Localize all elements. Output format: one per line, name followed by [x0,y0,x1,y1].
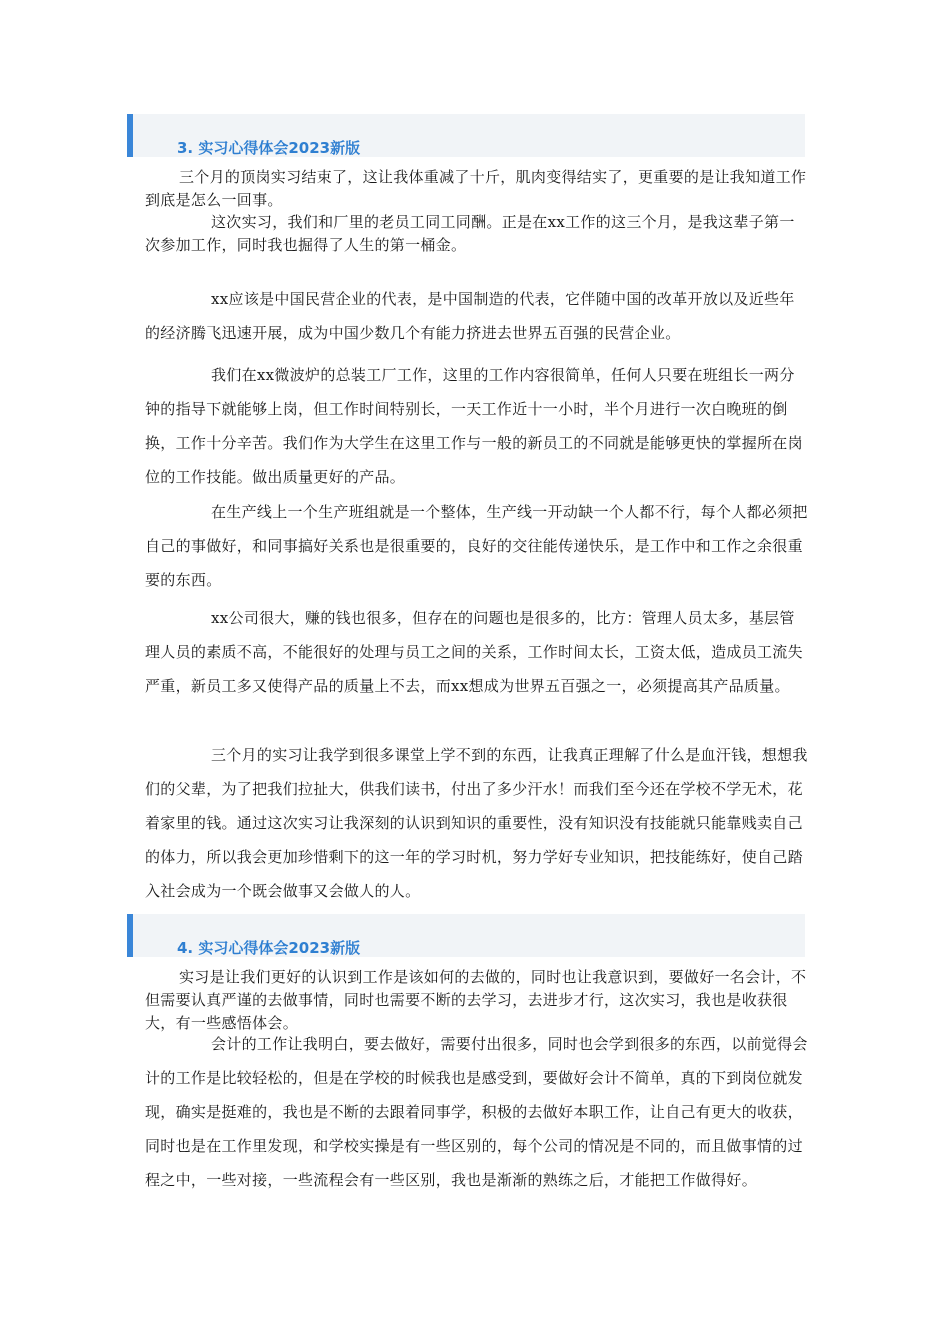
section-3-paragraph-5: 在生产线上一个生产班组就是一个整体，生产线一开动缺一个人都不行，每个人都必须把自己的事做好，和同事搞好关系也是很重要的，良好的交往能传递快乐，是工作中和工作之余很重要的东西。 [145,503,808,589]
section-3-paragraph-7: 三个月的实习让我学到很多课堂上学不到的东西，让我真正理解了什么是血汗钱，想想我们的父辈，为了把我们拉扯大，供我们读书，付出了多少汗水！而我们至今还在学校不学无术，花着家里的钱。通过这次实习让我深刻的认识到知识的重要性，没有知识没有技能就只能靠贱卖自己的体力，所以我会更加珍惜剩下的这一年的学习时机，努力学好专业知识，把技能练好，使自己踏入社会成为一个既会做事又会做人的人。 [145,746,808,900]
section-3-paragraph-2: 这次实习，我们和厂里的老员工同工同酬。正是在xx工作的这三个月，是我这辈子第一次参加工作，同时我也掘得了人生的第一桶金。 [145,213,795,254]
section-3-accent-bar [127,114,133,157]
section-4-accent-bar [127,914,133,957]
section-3-paragraph-6: xx公司很大，赚的钱也很多，但存在的问题也是很多的，比方：管理人员太多，基层管理人员的素质不高，不能很好的处理与员工之间的关系，工作时间太长，工资太低，造成员工流失严重，新员工多又使得产品的质量上不去，而xx想成为世界五百强之一，必须提高其产品质量。 [145,609,803,695]
section-3-paragraph-1: 三个月的顶岗实习结束了，这让我体重减了十斤，肌肉变得结实了，更重要的是让我知道工作到底是怎么一回事。 [145,168,807,209]
section-4-title: 4. 实习心得体会2023新版 [177,939,361,957]
section-4-paragraph-2: 会计的工作让我明白，要去做好，需要付出很多，同时也会学到很多的东西，以前觉得会计的工作是比较轻松的，但是在学校的时候我也是感受到，要做好会计不简单，真的下到岗位就发现，确实是挺难的，我也是不断的去跟着同事学，积极的去做好本职工作，让自己有更大的收获，同时也是在工作里发现，和学校实操是有一些区别的，每个公司的情况是不同的，而且做事情的过程之中，一些对接，一些流程会有一些区别，我也是渐渐的熟练之后，才能把工作做得好。 [145,1035,808,1189]
section-3-paragraph-4: 我们在xx微波炉的总装工厂工作，这里的工作内容很简单，任何人只要在班组长一两分钟的指导下就能够上岗，但工作时间特别长，一天工作近十一小时，半个月进行一次白晚班的倒换，工作十分辛苦。我们作为大学生在这里工作与一般的新员工的不同就是能够更快的掌握所在岗位的工作技能。做出质量更好的产品。 [145,366,803,486]
section-3-header [127,114,805,157]
section-4-header [127,914,805,957]
section-4-paragraph-1: 实习是让我们更好的认识到工作是该如何的去做的，同时也让我意识到，要做好一名会计，不但需要认真严谨的去做事情，同时也需要不断的去学习，去进步才行，这次实习，我也是收获很大，有一些感悟体会。 [145,968,807,1032]
section-3-title: 3. 实习心得体会2023新版 [177,139,361,157]
section-3-paragraph-3: xx应该是中国民营企业的代表，是中国制造的代表，它伴随中国的改革开放以及近些年的经济腾飞迅速开展，成为中国少数几个有能力挤进去世界五百强的民营企业。 [145,290,795,342]
